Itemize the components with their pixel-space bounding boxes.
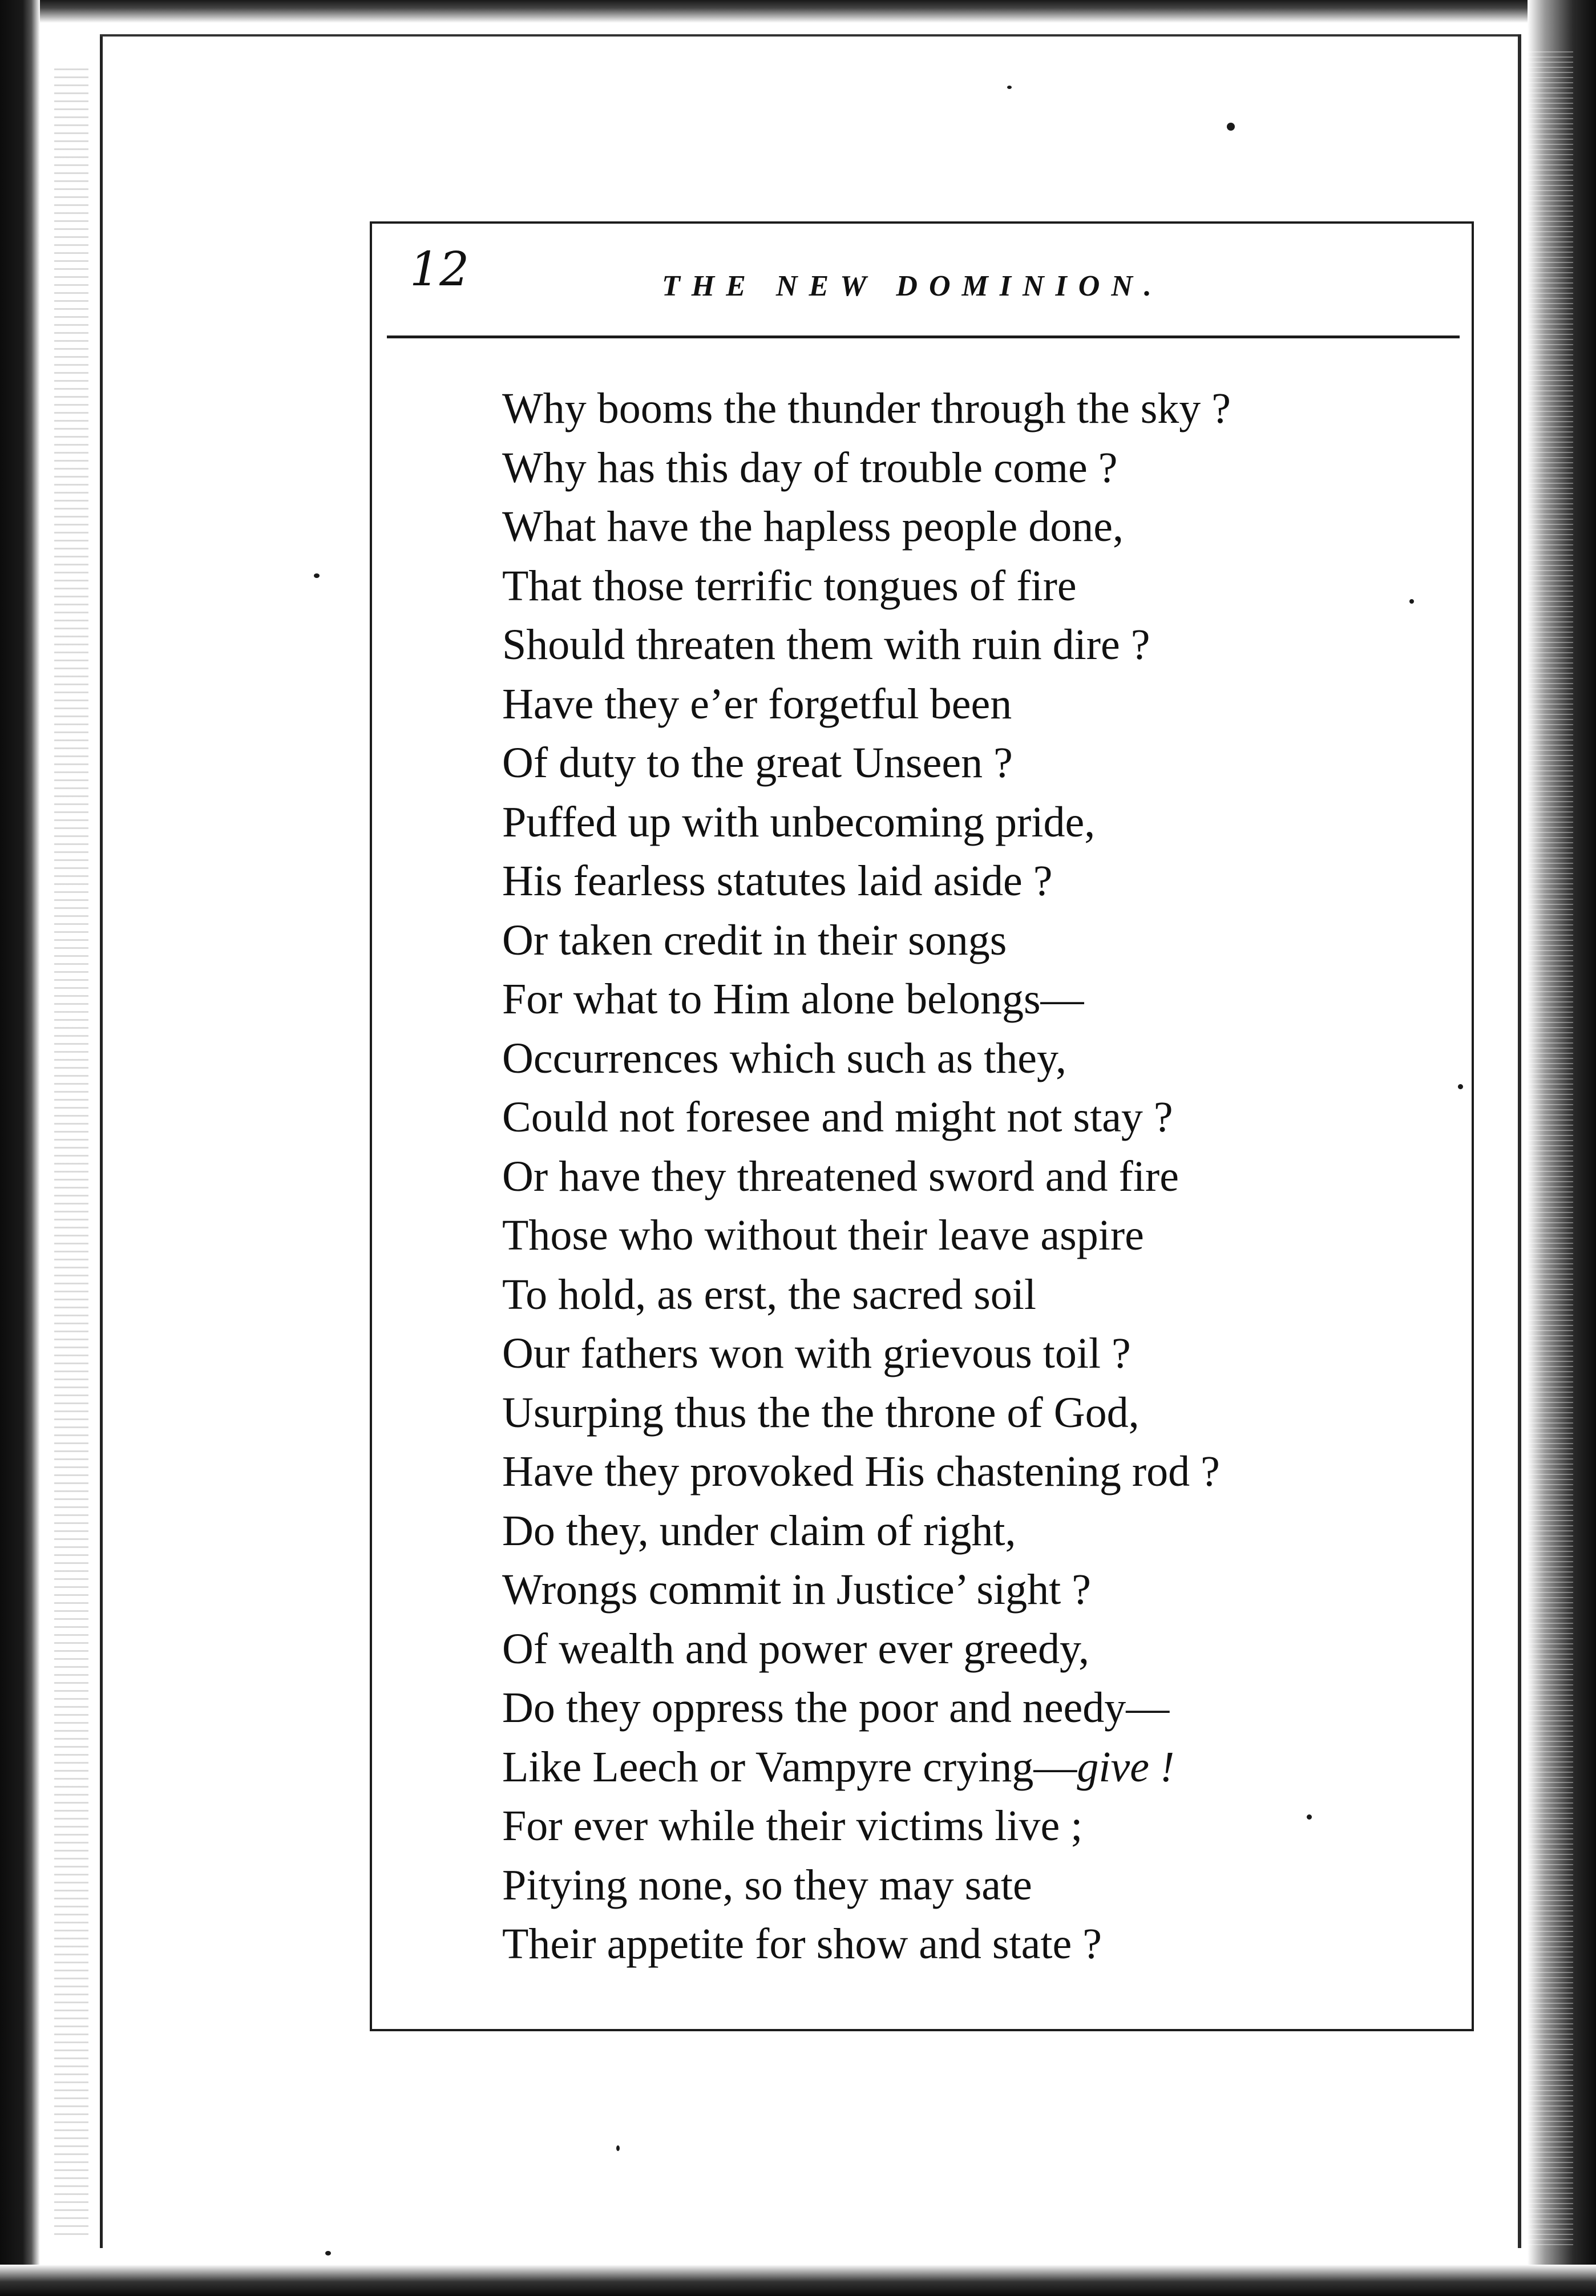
poem-line: Usurping thus the the throne of God, (502, 1388, 1140, 1437)
scan-speck (1458, 1084, 1463, 1089)
scan-speck (325, 2251, 331, 2255)
poem-line: Should threaten them with ruin dire ? (502, 621, 1150, 669)
poem-line: For ever while their victims live ; (502, 1802, 1083, 1850)
scan-speck (1307, 1814, 1312, 1820)
running-head: THE NEW DOMINION. (662, 270, 1163, 302)
poem-line: Occurrences which such as they, (502, 1034, 1067, 1082)
scan-binding-shadow (54, 68, 88, 2237)
page-number: 12 (410, 242, 470, 297)
poem-line: Puffed up with unbecoming pride, (502, 798, 1096, 846)
poem-line: That those terrific tongues of fire (502, 561, 1077, 610)
scan-speck (616, 2145, 620, 2151)
poem-line: Why has this day of trouble come ? (502, 443, 1118, 492)
poem-line: Or taken credit in their songs (502, 916, 1007, 964)
scan-left-edge (0, 0, 40, 2296)
poem-line: Why booms the thunder through the sky ? (502, 385, 1231, 432)
poem-line: Have they provoked His chastening rod ? (502, 1448, 1220, 1495)
header-rule (387, 335, 1460, 338)
poem-line: Do they oppress the poor and needy— (502, 1684, 1170, 1732)
poem-line: Of duty to the great Unseen ? (502, 739, 1013, 787)
poem-line: Our fathers won with grievous toil ? (502, 1329, 1131, 1377)
poem-line: Those who without their leave aspire (502, 1211, 1144, 1259)
poem-line: Their appetite for show and state ? (502, 1920, 1102, 1968)
scan-speck (1409, 599, 1414, 604)
poem-line: Could not foresee and might not stay ? (502, 1093, 1173, 1141)
poem-line: Pitying none, so they may sate (502, 1861, 1032, 1909)
poem-line-with-italic (502, 1738, 1466, 1797)
poem-line: What have the hapless people done, (502, 503, 1124, 551)
page-edge-top (100, 34, 1521, 37)
scan-speck (1007, 86, 1012, 89)
scan-top-edge (40, 0, 1529, 23)
scan-right-grain (1528, 51, 1573, 2248)
poem-line: Have they e’er forgetful been (502, 680, 1012, 728)
poem-line: To hold, as erst, the sacred soil (502, 1270, 1037, 1319)
poem-line: Wrongs commit in Justice’ sight ? (502, 1566, 1091, 1614)
poem-line: Do they, under claim of right, (502, 1506, 1016, 1555)
poem-line: His fearless statutes laid aside ? (502, 857, 1053, 905)
italic-word: give ! (1077, 1743, 1175, 1791)
poem-line-text: Like Leech or Vampyre crying— (502, 1743, 1077, 1791)
scan-bottom-edge (0, 2265, 1596, 2296)
scan-speck (1227, 123, 1235, 131)
page-edge-left (100, 34, 103, 2248)
scan-speck (314, 573, 320, 578)
poem (502, 379, 1466, 1974)
poem-line: Of wealth and power ever greedy, (502, 1624, 1090, 1673)
page-edge-right (1518, 34, 1521, 2248)
poem-line: Or have they threatened sword and fire (502, 1152, 1179, 1200)
poem-line: For what to Him alone belongs— (502, 975, 1084, 1023)
